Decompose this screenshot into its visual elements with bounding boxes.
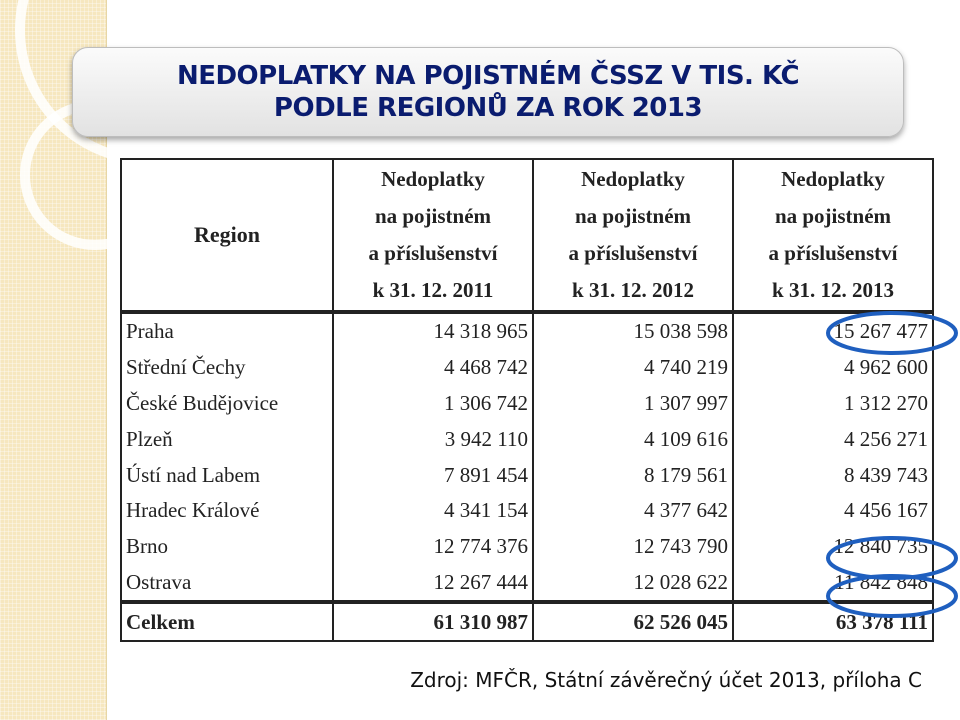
header-region: Region — [121, 159, 333, 312]
value-2012: 8 179 561 — [533, 457, 733, 493]
value-2013: 1 312 270 — [733, 386, 933, 422]
value-2011: 4 341 154 — [333, 493, 533, 529]
value-2011: 4 468 742 — [333, 350, 533, 386]
total-2013: 63 378 111 — [733, 602, 933, 641]
header-2012 — [533, 159, 733, 312]
header-line: na pojistném — [774, 204, 892, 228]
value-2012: 4 109 616 — [533, 421, 733, 457]
source-note: Zdroj: MFČR, Státní závěrečný účet 2013, příloha C — [410, 668, 922, 692]
table-row — [121, 350, 933, 386]
table-row — [121, 312, 933, 350]
arrears-table-container — [120, 158, 932, 656]
value-2013: 15 267 477 — [733, 312, 933, 350]
table-row — [121, 457, 933, 493]
value-2011: 7 891 454 — [333, 457, 533, 493]
region-name: České Budějovice — [121, 386, 333, 422]
total-2011: 61 310 987 — [333, 602, 533, 641]
total-label: Celkem — [121, 602, 333, 641]
value-2013: 4 962 600 — [733, 350, 933, 386]
region-name: Ústí nad Labem — [121, 457, 333, 493]
header-line: Nedoplatky — [781, 167, 885, 191]
value-2011: 1 306 742 — [333, 386, 533, 422]
value-2012: 12 028 622 — [533, 565, 733, 603]
header-line: Nedoplatky — [581, 167, 685, 191]
header-year: k 31. 12. 2013 — [772, 278, 894, 302]
region-name: Praha — [121, 312, 333, 350]
header-2011 — [333, 159, 533, 312]
table-row — [121, 493, 933, 529]
value-2012: 1 307 997 — [533, 386, 733, 422]
value-2013: 8 439 743 — [733, 457, 933, 493]
value-2013: 11 842 848 — [733, 565, 933, 603]
arrears-table — [120, 158, 934, 642]
value-2013: 4 456 167 — [733, 493, 933, 529]
value-2011: 3 942 110 — [333, 421, 533, 457]
header-line: a příslušenství — [768, 241, 898, 265]
region-name: Plzeň — [121, 421, 333, 457]
header-line: Nedoplatky — [381, 167, 485, 191]
table-header-row — [121, 159, 933, 312]
header-line: a příslušenství — [368, 241, 498, 265]
header-line: na pojistném — [574, 204, 692, 228]
slide-title-box — [72, 47, 904, 137]
table-row — [121, 529, 933, 565]
value-2012: 4 740 219 — [533, 350, 733, 386]
table-row — [121, 565, 933, 603]
region-name: Střední Čechy — [121, 350, 333, 386]
value-2013: 12 840 735 — [733, 529, 933, 565]
header-line: na pojistném — [374, 204, 492, 228]
value-2011: 14 318 965 — [333, 312, 533, 350]
value-2011: 12 774 376 — [333, 529, 533, 565]
header-year: k 31. 12. 2012 — [572, 278, 694, 302]
region-name: Brno — [121, 529, 333, 565]
value-2012: 4 377 642 — [533, 493, 733, 529]
region-name: Ostrava — [121, 565, 333, 603]
value-2012: 15 038 598 — [533, 312, 733, 350]
table-row — [121, 386, 933, 422]
value-2011: 12 267 444 — [333, 565, 533, 603]
total-2012: 62 526 045 — [533, 602, 733, 641]
region-name: Hradec Králové — [121, 493, 333, 529]
total-row — [121, 602, 933, 641]
header-year: k 31. 12. 2011 — [372, 278, 494, 302]
header-line: a příslušenství — [568, 241, 698, 265]
header-2013 — [733, 159, 933, 312]
slide-title-line-2: PODLE REGIONŮ ZA ROK 2013 — [273, 93, 703, 123]
slide-title-line-1: NEDOPLATKY NA POJISTNÉM ČSSZ V TIS. KČ — [176, 61, 800, 91]
value-2012: 12 743 790 — [533, 529, 733, 565]
value-2013: 4 256 271 — [733, 421, 933, 457]
table-row — [121, 421, 933, 457]
